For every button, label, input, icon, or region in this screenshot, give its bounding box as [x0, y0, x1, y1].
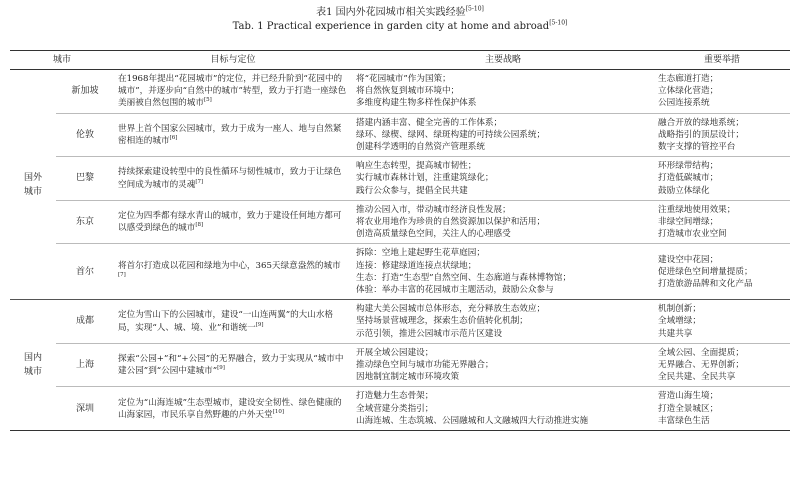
goal-text: 世界上首个国家公园城市，致力于成为一座人、地与自然紧密相连的城市: [118, 123, 342, 146]
goal-text: 定位为四季都有绿水青山的城市，致力于建设任何地方都可以感受到绿色的城市: [118, 210, 342, 234]
goal-text: 在1968年提出“花园城市”的定位，并已经升阶到“花园中的城市”，并逐步向“自然中的城市”转型，致力于打造一座绿色美丽被自然包围的城市: [118, 74, 347, 109]
strategy-item: 搭建内涵丰富、健全完善的工作体系；: [356, 117, 503, 128]
strategy-item: 示范引领，推进公园城市示范片区建设: [356, 328, 503, 339]
city-name: 深圳: [56, 387, 114, 431]
caption-cn-ref: [5-10]: [465, 5, 484, 13]
header-city: 城市: [10, 51, 114, 70]
goal-reference: [5]: [203, 97, 212, 104]
strategy-item: 绿环、绿楔、绿网、绿斑构建的可持续公园系统；: [356, 129, 546, 140]
measures-cell: [654, 244, 790, 300]
goal-reference: [9]: [255, 321, 264, 328]
table-row: [10, 387, 790, 431]
city-name: 成都: [56, 300, 114, 344]
table-header-row: [10, 51, 790, 70]
strategy-item: 因地制宜制定城市环境攻策: [356, 372, 460, 383]
measure-item: 非绿空间增绿；: [658, 217, 719, 228]
measure-item: 公园连接系统: [658, 98, 710, 109]
goal-reference: [6]: [169, 135, 178, 142]
measure-item: 营造山海生境；: [658, 391, 719, 402]
caption-title-cn: 表1 国内外花园城市相关实践经验: [316, 7, 466, 18]
strategy-item: 创建科学透明的自然资产管理系统: [356, 142, 485, 153]
measures-cell: [654, 343, 790, 387]
goal-cell: [114, 300, 352, 344]
strategy-item: 响应生态转型，提高城市韧性；: [356, 161, 477, 172]
strategy-cell: [352, 387, 654, 431]
goal-cell: [114, 343, 352, 387]
measures-cell: [654, 157, 790, 201]
strategy-item: 坚持场景营城理念，探索生态价值转化机制；: [356, 316, 528, 327]
goal-cell: [114, 70, 352, 114]
measures-cell: [654, 200, 790, 244]
strategy-cell: [352, 157, 654, 201]
goal-cell: [114, 200, 352, 244]
measure-item: 丰富绿色生活: [658, 415, 710, 426]
goal-cell: [114, 244, 352, 300]
strategy-item: 推动绿色空间与城市功能无界融合；: [356, 360, 494, 371]
city-name: 上海: [56, 343, 114, 387]
table-row: [10, 300, 790, 344]
strategy-item: 开展全域公园建设；: [356, 347, 434, 358]
goal-cell: [114, 387, 352, 431]
table-row: [10, 70, 790, 114]
strategy-item: 山海连城、生态筑城、公园融城和人文融城四大行动推进实施: [356, 415, 589, 426]
table-row: [10, 244, 790, 300]
measure-item: 全域增绿；: [658, 316, 701, 327]
goal-reference: [10]: [272, 408, 285, 415]
strategy-item: 连接：修建绿道连接点状绿地；: [356, 260, 477, 271]
measure-item: 战略指引的顶层设计；: [658, 129, 744, 140]
city-name: 伦敦: [56, 113, 114, 157]
caption-title-en: Tab. 1 Practical experience in garden city at home and abroad: [232, 21, 550, 32]
strategy-item: 多维度构建生物多样性保护体系: [356, 98, 477, 109]
goal-text: 探索“公园+”和“+公园”的无界融合，致力于实现从“城市中建公园”到“公园中建城市”: [118, 353, 344, 377]
goal-cell: [114, 157, 352, 201]
measure-item: 全民共建、全民共享: [658, 372, 736, 383]
measure-item: 数字支撑的管控平台: [658, 142, 736, 153]
table-row: [10, 113, 790, 157]
strategy-item: 全域营建分类指引；: [356, 403, 434, 414]
table-caption-en: [0, 20, 800, 34]
measure-item: 融合开放的绿地系统；: [658, 117, 744, 128]
city-name: 巴黎: [56, 157, 114, 201]
city-name: 首尔: [56, 244, 114, 300]
measures-cell: [654, 300, 790, 344]
measure-item: 注重绿地使用效果；: [658, 204, 736, 215]
measure-item: 建设空中花园；: [658, 254, 719, 265]
measure-item: 促进绿色空间增量提质；: [658, 266, 753, 277]
measures-cell: [654, 70, 790, 114]
city-name: 东京: [56, 200, 114, 244]
goal-reference: [9]: [217, 365, 225, 372]
goal-text: 定位为“山海连城”生态型城市，建设安全韧性、绿色健康的山海家园，市民乐享自然野趣的户外天堂: [118, 397, 342, 420]
header-strategy: 主要战略: [352, 51, 654, 70]
strategy-cell: [352, 113, 654, 157]
measure-item: 打造低碳城市；: [658, 173, 719, 184]
measure-item: 打造全景城区；: [658, 403, 719, 414]
strategy-item: 实行城市森林计划，注重建筑绿化；: [356, 173, 494, 184]
measure-item: 共建共享: [658, 328, 693, 339]
measure-item: 环形绿带结构；: [658, 161, 719, 172]
strategy-item: 践行公众参与，提倡全民共建: [356, 185, 468, 196]
table-row: [10, 157, 790, 201]
header-goal: 目标与定位: [114, 51, 352, 70]
table-body: [10, 70, 790, 431]
goal-reference: [7]: [195, 178, 204, 185]
goal-text: 将首尔打造成以花园和绿地为中心，365天绿意盎然的城市: [118, 260, 341, 271]
strategy-item: 推动公园入市，带动城市经济良性发展；: [356, 204, 511, 215]
strategy-item: 构建大美公园城市总体形态，充分释放生态效应；: [356, 304, 546, 315]
strategy-item: 创造高质量绿色空间，关注人的心理感受: [356, 229, 511, 240]
strategy-item: 将“花园城市”作为国策；: [356, 74, 451, 84]
measure-item: 全域公园、全面提质；: [658, 347, 744, 358]
goal-cell: [114, 113, 352, 157]
practice-table: [10, 50, 790, 431]
goal-reference: [7]: [118, 271, 126, 278]
strategy-item: 拆除：空地上建起野生花草庭园；: [356, 248, 485, 259]
measures-cell: [654, 387, 790, 431]
goal-text: 持续探索建设转型中的良性循环与韧性城市，致力于让绿色空间成为城市的灵魂: [118, 167, 342, 190]
strategy-cell: [352, 343, 654, 387]
table-row: [10, 200, 790, 244]
table-row: [10, 343, 790, 387]
strategy-item: 生态：打造“生态型”自然空间、生态廊道与森林博物馆；: [356, 272, 572, 283]
measure-item: 无界融合、无界创新；: [658, 360, 744, 371]
measure-item: 打造旅游品牌和文化产品: [658, 278, 753, 289]
table-caption-cn: [0, 6, 800, 20]
caption-en-ref: [5-10]: [549, 19, 568, 27]
group-label: 国内 城市: [10, 300, 56, 431]
measures-cell: [654, 113, 790, 157]
strategy-cell: [352, 244, 654, 300]
measure-item: 生态廊道打造；: [658, 74, 719, 84]
goal-reference: [8]: [195, 222, 204, 229]
strategy-item: 体验：举办丰富的花园城市主题活动，鼓励公众参与: [356, 285, 554, 296]
measure-item: 机制创新；: [658, 304, 701, 315]
goal-text: 定位为雪山下的公园城市，建设“一山连两翼”的大山水格局，实现“人、城、境、业”和谐统一: [118, 310, 334, 333]
header-measures: 重要举措: [654, 51, 790, 70]
strategy-cell: [352, 200, 654, 244]
strategy-item: 打造魅力生态骨架；: [356, 391, 434, 402]
strategy-item: 将自然恢复到城市环境中；: [356, 86, 460, 97]
measure-item: 打造城市农业空间: [658, 229, 727, 240]
group-label: 国外 城市: [23, 172, 42, 197]
strategy-cell: [352, 70, 654, 114]
strategy-item: 将农业用地作为珍贵的自然资源加以保护和活用；: [356, 217, 546, 228]
strategy-cell: [352, 300, 654, 344]
measure-item: 鼓励立体绿化: [658, 185, 710, 196]
measure-item: 立体绿化营造；: [658, 86, 719, 97]
city-name: 新加坡: [71, 86, 99, 97]
